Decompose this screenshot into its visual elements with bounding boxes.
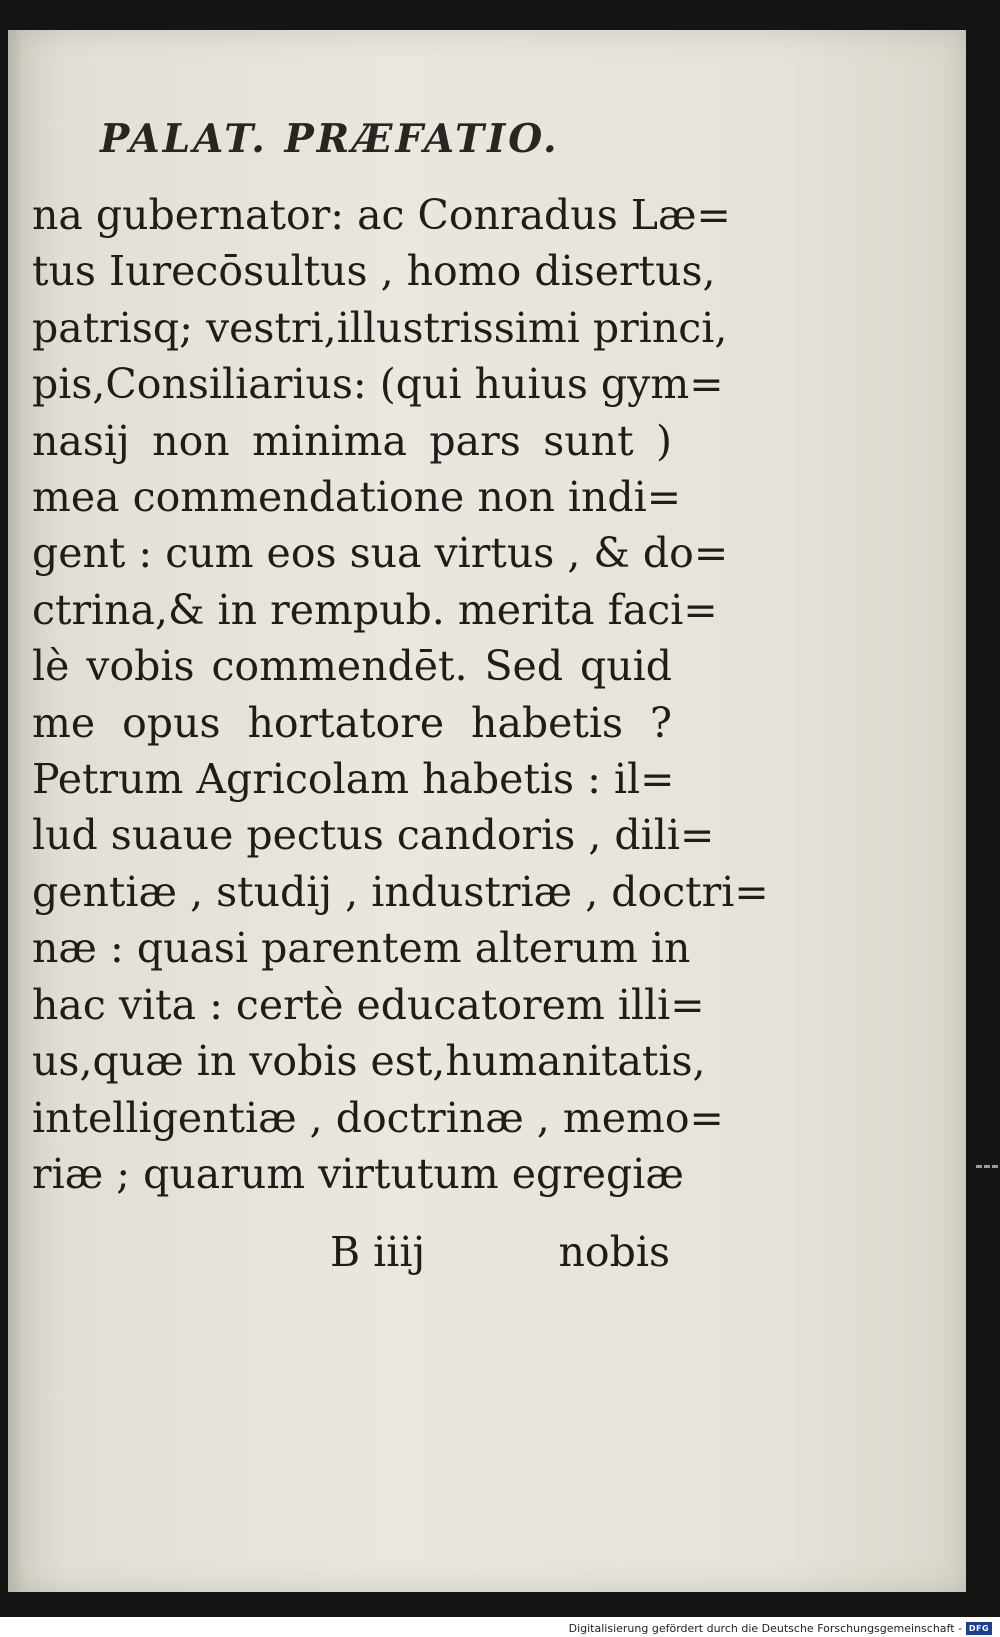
dfg-logo-icon: DFG: [966, 1622, 992, 1635]
text-line: lè vobis commendēt. Sed quid: [32, 642, 672, 691]
signature-mark: B iiij: [330, 1228, 426, 1276]
running-header: PALAT. PRÆFATIO.: [100, 116, 560, 162]
text-line: intelligentiæ , doctrinæ , memo=: [32, 1093, 724, 1142]
text-line: næ : quasi parentem alterum in: [32, 924, 691, 973]
text-line: gentiæ , studij , industriæ , doctri=: [32, 867, 769, 916]
body-text: [32, 187, 769, 1202]
text-line: patrisq; vestri,illustrissimi princi,: [32, 303, 728, 352]
text-line: Petrum Agricolam habetis : il=: [32, 755, 675, 804]
text-line: na gubernator: ac Conradus Læ=: [32, 191, 731, 239]
text-line: pis,Consiliarius: (qui huius gym=: [32, 360, 724, 409]
text-line: mea commendatione non indi=: [32, 473, 682, 522]
catchword: nobis: [558, 1228, 670, 1276]
text-line: lud suaue pectus candoris , dili=: [32, 811, 715, 860]
text-line: me opus hortatore habetis ?: [32, 698, 672, 747]
text-line: tus Iurecōsultus , homo disertus,: [32, 247, 716, 296]
credit-text: Digitalisierung gefördert durch die Deutsche Forschungsgemeinschaft -: [568, 1621, 962, 1635]
text-line: riæ ; quarum virtutum egregiæ: [32, 1149, 684, 1198]
text-line: hac vita : certè educatorem illi=: [32, 980, 705, 1029]
text-line: ctrina,& in rempub. merita faci=: [32, 585, 718, 634]
edge-marker: [976, 1165, 998, 1172]
text-line: gent : cum eos sua virtus , & do=: [32, 529, 729, 578]
digitization-credit: [569, 1619, 992, 1637]
text-line: us,quæ in vobis est,humanitatis,: [32, 1037, 706, 1086]
page-gutter-shadow: [8, 30, 22, 1592]
text-line: nasij non minima pars sunt ): [32, 416, 672, 465]
